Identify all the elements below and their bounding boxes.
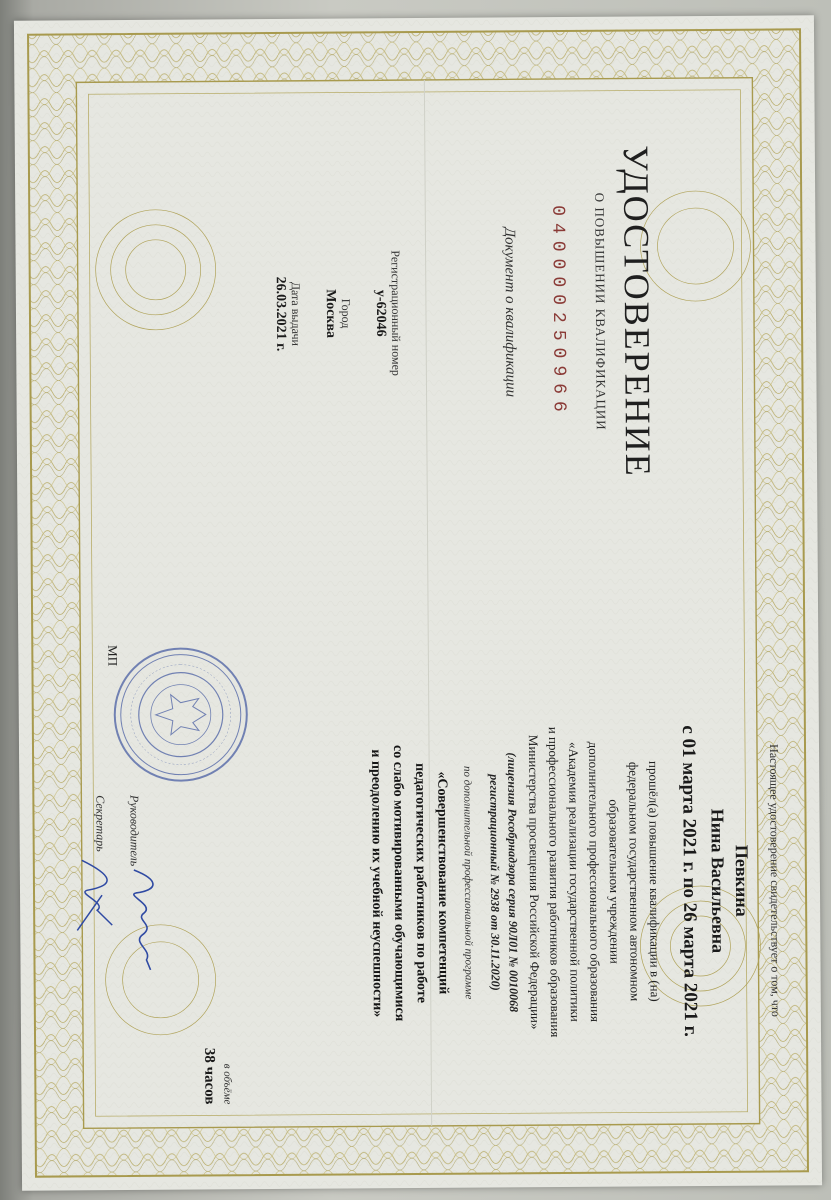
program-title-line: и преодолению их учебной неуспешности» bbox=[368, 749, 385, 1018]
document-number: 040000250966 bbox=[547, 205, 569, 419]
city-value: Москва bbox=[322, 289, 339, 339]
certificate-content bbox=[46, 40, 814, 1165]
issue-date-label: Дата выдачи bbox=[288, 281, 304, 346]
license-line: регистрационный № 2938 от 30.11.2020) bbox=[487, 774, 503, 991]
document-subtitle: О ПОВЫШЕНИИ КВАЛИФИКАЦИИ bbox=[592, 192, 609, 431]
city-label: Город bbox=[338, 298, 354, 329]
program-title-line: педагогических работников по работе bbox=[412, 763, 429, 1003]
official-stamp bbox=[110, 644, 251, 785]
body-line: образовательном учреждении bbox=[606, 799, 623, 964]
volume-value: 38 часов bbox=[201, 1047, 218, 1105]
body-line: прошёл(а) повышение квалификации в (на) bbox=[646, 760, 663, 1002]
city-block bbox=[320, 43, 355, 583]
registration-label: Регистрационный номер bbox=[388, 250, 404, 376]
seal-place-label: МП bbox=[105, 645, 121, 667]
holder-given-names: Нина Васильевна bbox=[707, 808, 729, 954]
issue-date-value: 26.03.2021 г. bbox=[272, 276, 289, 352]
document-title: УДОСТОВЕРЕНИЕ bbox=[615, 145, 659, 478]
intro-text: Настоящее удостоверение свидетельствует о том, что bbox=[766, 744, 783, 1017]
training-period: с 01 марта 2021 г. по 26 марта 2021 г. bbox=[677, 725, 702, 1037]
program-intro: по дополнительной профессиональной программе bbox=[461, 765, 475, 1000]
body-line: «Академия реализации государственной политики bbox=[565, 741, 583, 1022]
issue-date-block bbox=[270, 44, 305, 584]
volume-label: в объёме bbox=[221, 1063, 234, 1105]
head-signature bbox=[124, 865, 165, 975]
registration-block bbox=[370, 43, 405, 583]
cover-page bbox=[46, 40, 810, 585]
body-line: федеральном государственном автономном bbox=[626, 761, 643, 1002]
program-title-line: «Совершенствование компетенций bbox=[434, 771, 451, 995]
body-line: Министерства просвещения Российской Федерации» bbox=[525, 734, 543, 1030]
registration-value: у-62046 bbox=[372, 289, 389, 337]
license-line: (лицензия Рособрнадзора серия 90Л01 № 0010068 bbox=[505, 752, 521, 1013]
holder-surname: Певкина bbox=[731, 844, 753, 917]
head-label: Руководитель bbox=[127, 794, 142, 867]
body-page bbox=[50, 600, 814, 1165]
certificate-paper bbox=[14, 15, 822, 1191]
secretary-signature bbox=[72, 855, 123, 945]
document-kind: Документ о квалификации bbox=[501, 227, 519, 398]
program-title-line: со слабо мотивированными обучающимися bbox=[389, 744, 407, 1022]
secretary-label: Секретарь bbox=[93, 795, 108, 852]
body-line: дополнительного профессионального образования bbox=[585, 741, 603, 1023]
body-line: и профессионального развития работников образования bbox=[545, 726, 564, 1038]
